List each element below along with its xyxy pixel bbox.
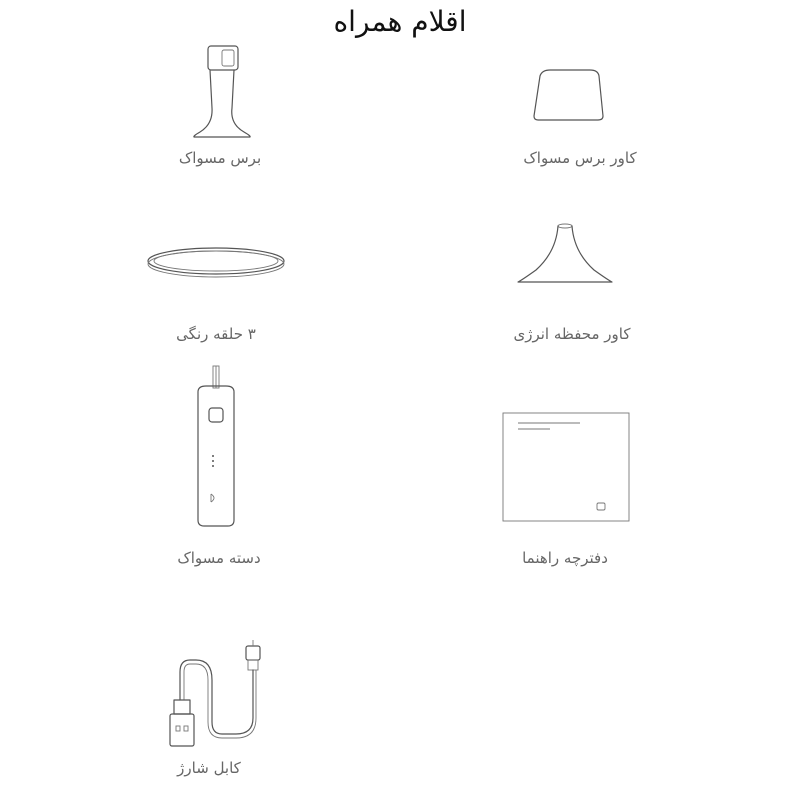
item-label: دفترچه راهنما — [522, 549, 608, 567]
page-title: اقلام همراه — [333, 5, 467, 38]
item-label: دسته مسواک — [177, 549, 261, 567]
item-label: کابل شارژ — [177, 759, 241, 777]
item-label: کاور برس مسواک — [523, 149, 637, 167]
item-label: کاور محفظه انرژی — [513, 325, 631, 343]
item-label: برس مسواک — [178, 149, 262, 167]
item-label: ۳ حلقه رنگی — [176, 325, 256, 343]
